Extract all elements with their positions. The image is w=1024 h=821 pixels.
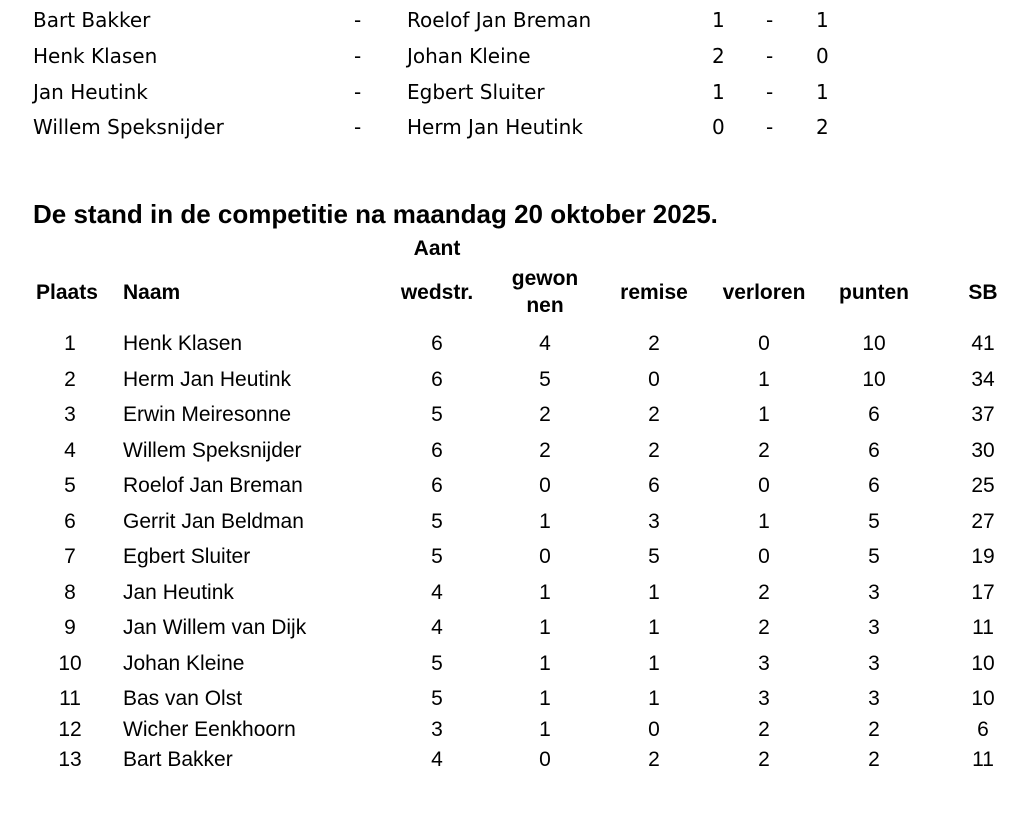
wins-cell: 1 (539, 652, 551, 675)
wins-cell: 1 (539, 510, 551, 533)
table-row (0, 326, 1024, 361)
versus-dash: - (354, 44, 362, 68)
score-home: 1 (712, 8, 725, 32)
table-row (0, 433, 1024, 468)
points-cell: 6 (868, 403, 880, 426)
score-dash: - (766, 8, 774, 32)
rank-cell: 11 (59, 687, 81, 710)
losses-cell: 1 (758, 510, 770, 533)
home-player: Willem Speksnijder (33, 115, 224, 139)
draws-cell: 0 (648, 368, 660, 391)
table-row (0, 681, 1024, 716)
wins-cell: 0 (539, 748, 551, 771)
player-name: Erwin Meiresonne (123, 403, 292, 426)
games-cell: 5 (431, 510, 443, 533)
home-player: Henk Klasen (33, 44, 158, 68)
draws-cell: 5 (648, 545, 660, 568)
score-home: 2 (712, 44, 725, 68)
rank-cell: 9 (64, 616, 76, 639)
losses-cell: 0 (758, 474, 770, 497)
rank-cell: 8 (64, 581, 76, 604)
sb-cell: 30 (971, 439, 995, 462)
score-away: 0 (816, 44, 829, 68)
points-cell: 2 (868, 748, 880, 771)
losses-cell: 3 (758, 652, 770, 675)
sb-cell: 11 (972, 616, 994, 639)
wins-cell: 2 (539, 403, 551, 426)
games-cell: 5 (431, 545, 443, 568)
draws-cell: 2 (648, 439, 660, 462)
losses-cell: 2 (758, 748, 770, 771)
result-row (0, 110, 1024, 144)
games-cell: 5 (431, 687, 443, 710)
away-player: Egbert Sluiter (407, 80, 545, 104)
match-results (0, 0, 1024, 150)
losses-cell: 2 (758, 718, 770, 741)
points-cell: 3 (868, 652, 880, 675)
games-cell: 3 (431, 718, 443, 741)
header-sb: SB (968, 281, 998, 304)
wins-cell: 4 (539, 332, 551, 355)
wins-cell: 0 (539, 474, 551, 497)
wins-cell: 1 (539, 616, 551, 639)
draws-cell: 2 (648, 403, 660, 426)
losses-cell: 1 (758, 403, 770, 426)
games-cell: 6 (431, 439, 443, 462)
points-cell: 6 (868, 474, 880, 497)
draws-cell: 1 (648, 581, 660, 604)
score-home: 1 (712, 80, 725, 104)
player-name: Henk Klasen (123, 332, 243, 355)
draws-cell: 2 (648, 332, 660, 355)
points-cell: 10 (862, 368, 886, 391)
wins-cell: 0 (539, 545, 551, 568)
result-row (0, 75, 1024, 109)
versus-dash: - (354, 8, 362, 32)
score-away: 1 (816, 80, 829, 104)
table-row (0, 610, 1024, 645)
result-row (0, 3, 1024, 37)
sb-cell: 27 (971, 510, 995, 533)
points-cell: 6 (868, 439, 880, 462)
score-away: 1 (816, 8, 829, 32)
points-cell: 5 (868, 545, 880, 568)
table-row (0, 504, 1024, 539)
sb-cell: 11 (972, 748, 994, 771)
games-cell: 4 (431, 616, 443, 639)
rank-cell: 10 (58, 652, 82, 675)
player-name: Willem Speksnijder (123, 439, 302, 462)
rank-cell: 1 (64, 332, 76, 355)
player-name: Johan Kleine (123, 652, 245, 675)
losses-cell: 0 (758, 545, 770, 568)
table-row (0, 362, 1024, 397)
rank-cell: 6 (64, 510, 76, 533)
sb-cell: 10 (971, 652, 995, 675)
losses-cell: 3 (758, 687, 770, 710)
draws-cell: 6 (648, 474, 660, 497)
sb-cell: 25 (971, 474, 995, 497)
result-row (0, 39, 1024, 73)
home-player: Jan Heutink (33, 80, 148, 104)
draws-cell: 3 (648, 510, 660, 533)
rank-cell: 3 (64, 403, 76, 426)
standings-title: De stand in de competitie na maandag 20 oktober 2025. (33, 199, 718, 229)
draws-cell: 0 (648, 718, 660, 741)
wins-cell: 2 (539, 439, 551, 462)
games-cell: 6 (431, 368, 443, 391)
losses-cell: 1 (758, 368, 770, 391)
table-row (0, 468, 1024, 503)
sb-cell: 17 (971, 581, 995, 604)
losses-cell: 2 (758, 616, 770, 639)
table-row (0, 646, 1024, 681)
header-gewonnen-line1: gewon (511, 267, 579, 290)
points-cell: 3 (868, 616, 880, 639)
table-row (0, 575, 1024, 610)
sb-cell: 37 (971, 403, 995, 426)
player-name: Herm Jan Heutink (123, 368, 292, 391)
versus-dash: - (354, 115, 362, 139)
wins-cell: 1 (539, 687, 551, 710)
rank-cell: 12 (58, 718, 82, 741)
wins-cell: 1 (539, 581, 551, 604)
games-cell: 6 (431, 332, 443, 355)
header-verloren: verloren (722, 281, 806, 304)
away-player: Johan Kleine (407, 44, 531, 68)
losses-cell: 2 (758, 581, 770, 604)
score-home: 0 (712, 115, 725, 139)
player-name: Bas van Olst (123, 687, 243, 710)
table-row (0, 742, 1024, 777)
header-aant-line2: wedstr. (400, 281, 474, 304)
home-player: Bart Bakker (33, 8, 151, 32)
wins-cell: 5 (539, 368, 551, 391)
draws-cell: 2 (648, 748, 660, 771)
rank-cell: 13 (58, 748, 82, 771)
score-dash: - (766, 115, 774, 139)
away-player: Roelof Jan Breman (407, 8, 592, 32)
games-cell: 5 (431, 403, 443, 426)
sb-cell: 34 (971, 368, 995, 391)
games-cell: 4 (431, 581, 443, 604)
sb-cell: 19 (971, 545, 995, 568)
sb-cell: 6 (977, 718, 989, 741)
draws-cell: 1 (648, 652, 660, 675)
rank-cell: 5 (64, 474, 76, 497)
player-name: Bart Bakker (123, 748, 233, 771)
player-name: Jan Willem van Dijk (123, 616, 307, 639)
points-cell: 5 (868, 510, 880, 533)
rank-cell: 7 (64, 545, 76, 568)
table-row (0, 539, 1024, 574)
header-gewonnen-line2: nen (526, 294, 564, 317)
score-dash: - (766, 80, 774, 104)
player-name: Wicher Eenkhoorn (123, 718, 296, 741)
versus-dash: - (354, 80, 362, 104)
losses-cell: 0 (758, 332, 770, 355)
away-player: Herm Jan Heutink (407, 115, 583, 139)
draws-cell: 1 (648, 687, 660, 710)
header-punten: punten (839, 281, 909, 304)
rank-cell: 4 (64, 439, 76, 462)
games-cell: 6 (431, 474, 443, 497)
rank-cell: 2 (64, 368, 76, 391)
draws-cell: 1 (648, 616, 660, 639)
header-remise: remise (620, 281, 688, 304)
player-name: Egbert Sluiter (123, 545, 251, 568)
table-row (0, 397, 1024, 432)
player-name: Gerrit Jan Beldman (123, 510, 304, 533)
games-cell: 4 (431, 748, 443, 771)
player-name: Jan Heutink (123, 581, 234, 604)
sb-cell: 10 (971, 687, 995, 710)
losses-cell: 2 (758, 439, 770, 462)
player-name: Roelof Jan Breman (123, 474, 303, 497)
header-aant-line1: Aant (413, 237, 461, 260)
points-cell: 2 (868, 718, 880, 741)
sb-cell: 41 (971, 332, 995, 355)
header-naam: Naam (123, 281, 181, 304)
games-cell: 5 (431, 652, 443, 675)
points-cell: 10 (862, 332, 886, 355)
points-cell: 3 (868, 581, 880, 604)
header-plaats: Plaats (36, 281, 98, 304)
score-dash: - (766, 44, 774, 68)
points-cell: 3 (868, 687, 880, 710)
wins-cell: 1 (539, 718, 551, 741)
score-away: 2 (816, 115, 829, 139)
